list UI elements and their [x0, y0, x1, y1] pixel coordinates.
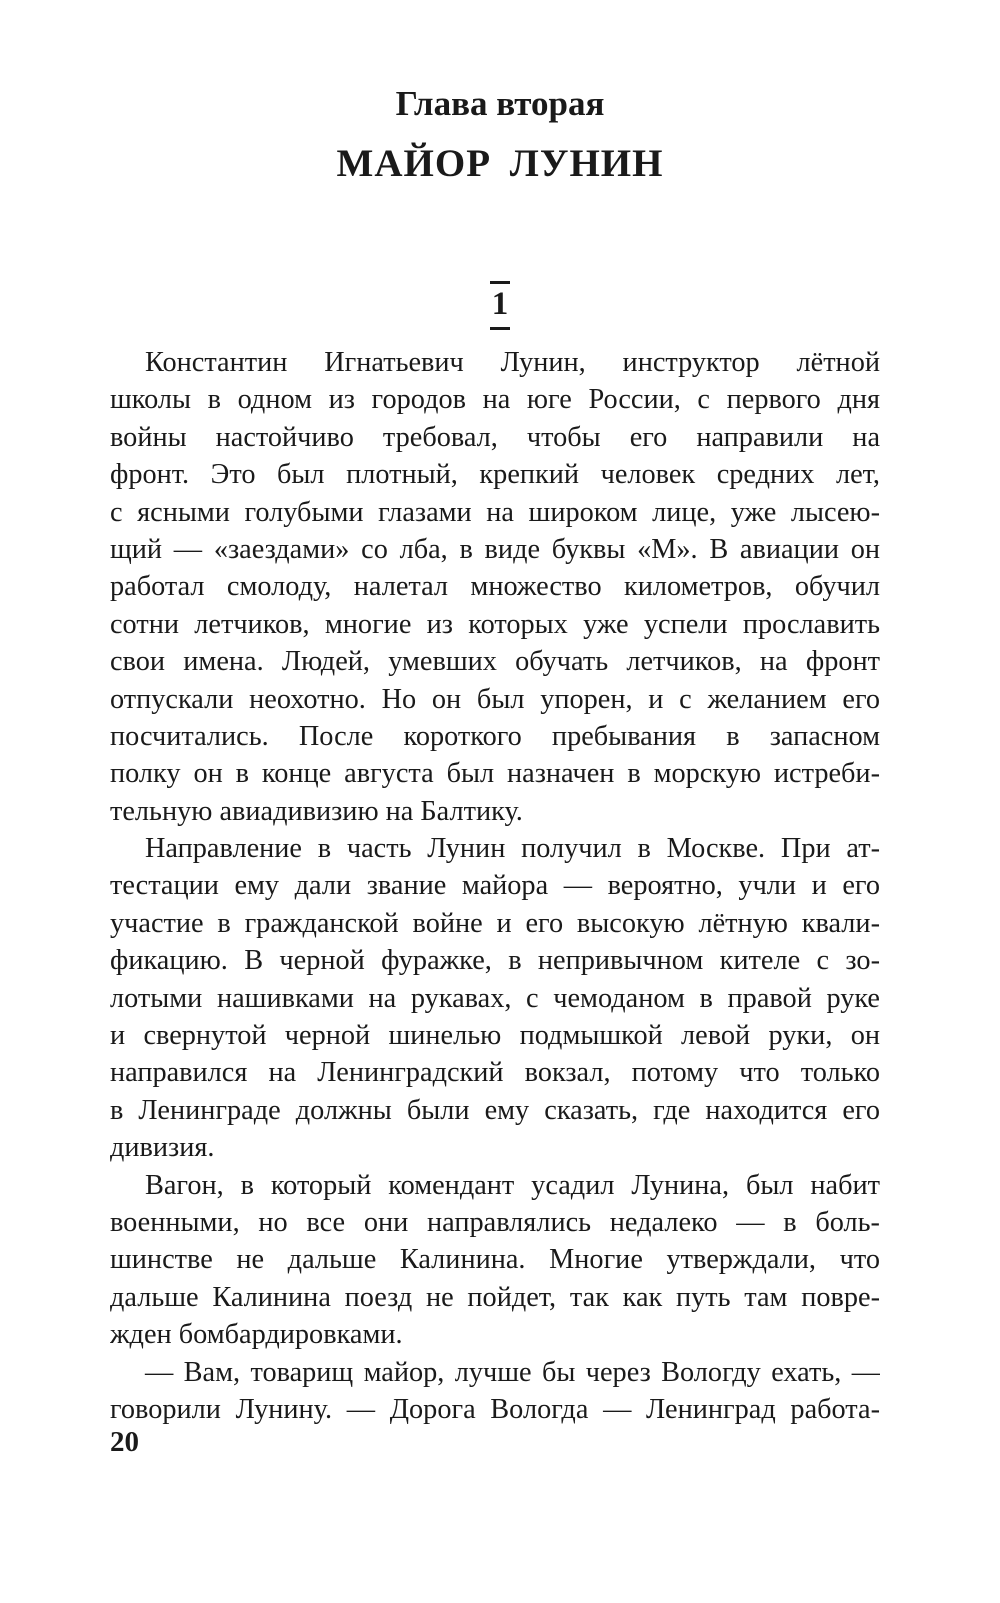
text-line: полку он в конце августа был назначен в морскую истреби-: [110, 758, 880, 790]
text-line: участие в гражданской войне и его высокую лётную квали-: [110, 907, 880, 939]
text-line: сотни летчиков, многие из которых уже успели прославить: [110, 608, 880, 640]
text-line: фикацию. В черной фуражке, в непривычном кителе с зо-: [110, 945, 880, 977]
text-line: войны настойчиво требовал, чтобы его направили на: [110, 421, 880, 453]
text-line: Направление в часть Лунин получил в Москве. При ат-: [145, 833, 880, 865]
text-line: говорили Лунину. — Дорога Вологда — Ленинград работа-: [110, 1393, 880, 1425]
text-line: с ясными голубыми глазами на широком лице, уже лысею-: [110, 496, 880, 528]
text-line: жден бомбардировками.: [110, 1319, 403, 1351]
text-line: в Ленинграде должны были ему сказать, где находится его: [110, 1094, 880, 1126]
text-line: работал смолоду, налетал множество километров, обучил: [110, 571, 880, 603]
text-line: тельную авиадивизию на Балтику.: [110, 795, 523, 827]
text-line: и свернутой черной шинелью подмышкой левой руки, он: [110, 1020, 880, 1052]
text-line: посчитались. После короткого пребывания в запасном: [110, 720, 880, 752]
text-line: дальше Калинина поезд не пойдет, так как путь там повре-: [110, 1281, 880, 1313]
page-number: 20: [110, 1426, 139, 1458]
text-line: Константин Игнатьевич Лунин, инструктор лётной: [145, 347, 880, 378]
chapter-body: [110, 344, 880, 1428]
text-line: Вагон, в который комендант усадил Лунина, был набит: [145, 1169, 880, 1201]
text-line: шинстве не дальше Калинина. Многие утверждали, что: [110, 1244, 880, 1276]
text-line: дивизия.: [110, 1132, 215, 1164]
text-line: лотыми нашивками на рукавах, с чемоданом в правой руке: [110, 982, 880, 1014]
text-line: школы в одном из городов на юге России, с первого дня: [110, 384, 880, 416]
text-line: свои имена. Людей, умевших обучать летчиков, на фронт: [110, 646, 880, 678]
text-line: — Вам, товарищ майор, лучше бы через Вологду ехать, —: [145, 1356, 880, 1388]
section-number-text: 1: [491, 286, 509, 322]
chapter-label: Глава вторая: [395, 84, 605, 123]
text-line: щий — «заездами» со лба, в виде буквы «М». В авиации он: [110, 533, 880, 565]
text-line: военными, но все они направлялись недалеко — в боль-: [110, 1206, 880, 1238]
section-number: [0, 284, 1000, 324]
text-line: тестации ему дали звание майора — вероятно, учли и его: [110, 870, 880, 902]
text-line: фронт. Это был плотный, крепкий человек средних лет,: [110, 459, 880, 491]
text-line: отпускали неохотно. Но он был упорен, и с желанием его: [110, 683, 880, 715]
text-line: направился на Ленинградский вокзал, потому что только: [110, 1057, 880, 1089]
chapter-title: МАЙОР ЛУНИН: [336, 142, 664, 185]
